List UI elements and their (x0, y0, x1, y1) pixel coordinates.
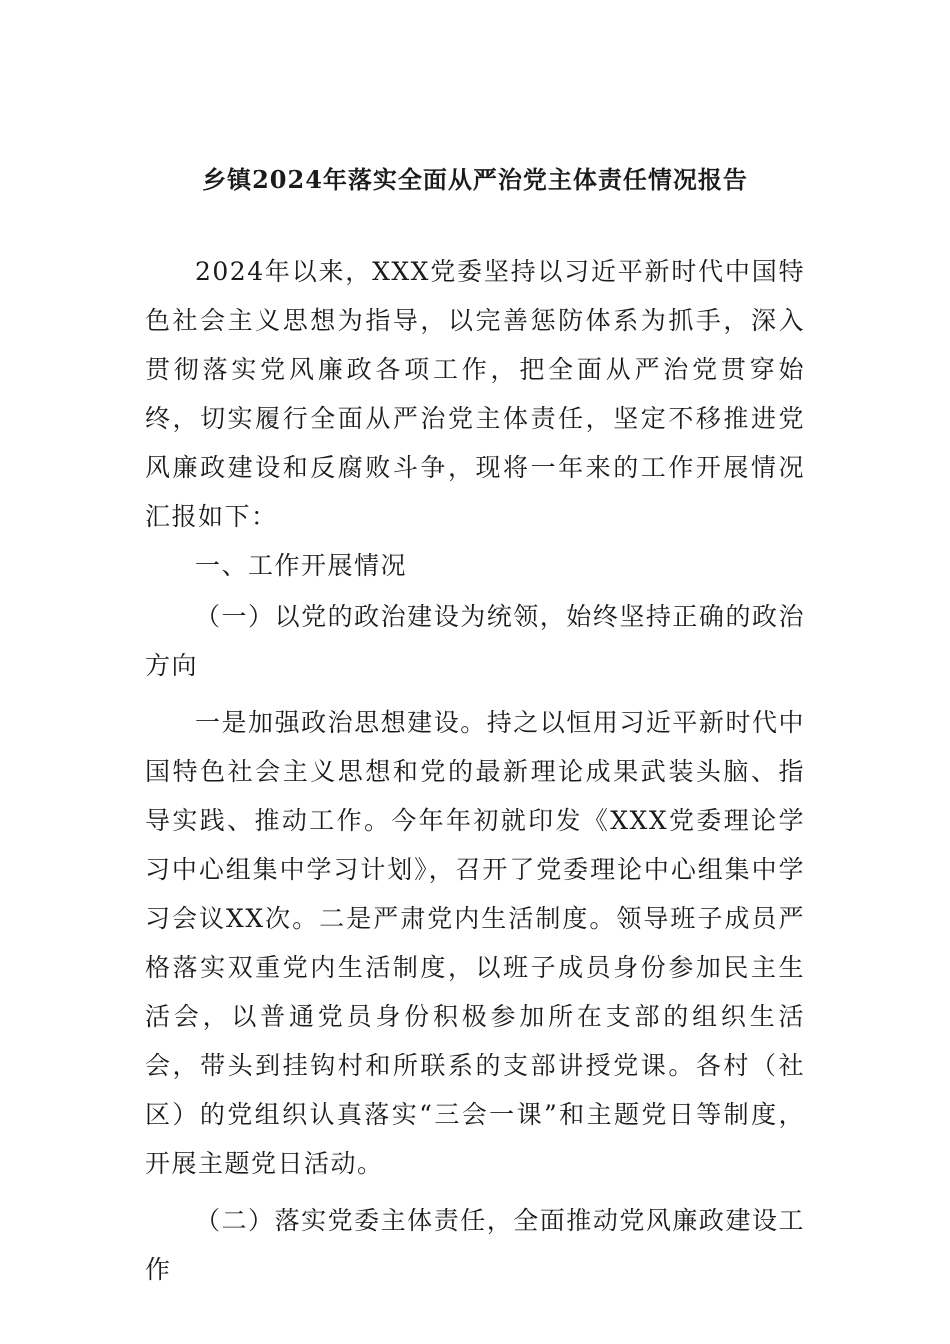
body-paragraph-1: 一是加强政治思想建设。持之以恒用习近平新时代中国特色社会主义思想和党的最新理论成果武装头脑、指导实践、推动工作。今年年初就印发《XXX党委理论学习中心组集中学习计划》，召开了党委理论中心组集中学习会议XX次。二是严肃党内生活制度。领导班子成员严格落实双重党内生活制度，以班子成员身份参加民主生活会，以普通党员身份积极参加所在支部的组织生活会，带头到挂钩村和所联系的支部讲授党课。各村（社区）的党组织认真落实“三会一课”和主题党日等制度，开展主题党日活动。 (145, 708, 805, 1178)
intro-paragraph: 2024年以来，XXX党委坚持以习近平新时代中国特色社会主义思想为指导，以完善惩防体系为抓手，深入贯彻落实党风廉政各项工作，把全面从严治党贯穿始终，切实履行全面从严治党主体责任，坚定不移推进党风廉政建设和反腐败斗争，现将一年来的工作开展情况汇报如下： (145, 257, 805, 531)
subsection-heading-2: （二）落实党委主体责任，全面推动党风廉政建设工作 (145, 1206, 805, 1284)
document-body (145, 247, 805, 1294)
section-heading-1: 一、工作开展情况 (195, 551, 408, 580)
document-title: 乡镇2024年落实全面从严治党主体责任情况报告 (202, 165, 748, 194)
subsection-heading-1: （一）以党的政治建设为统领，始终坚持正确的政治方向 (145, 602, 805, 680)
